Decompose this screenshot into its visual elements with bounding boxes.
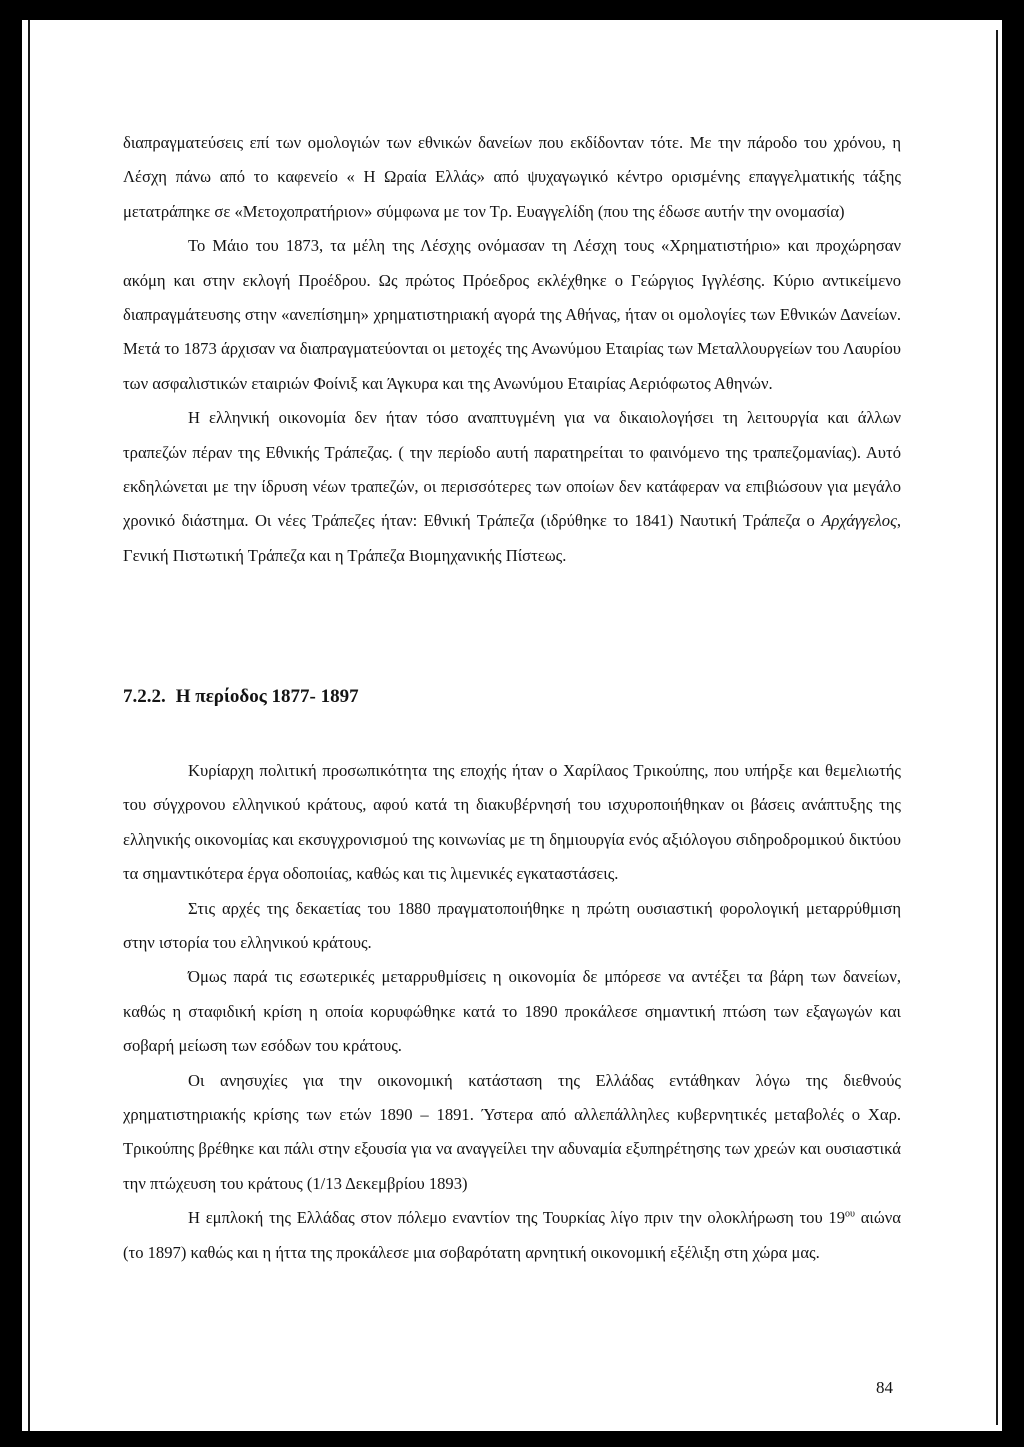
paragraph-3 — [123, 401, 901, 573]
paragraph-3-italic: Αρχάγγελος — [821, 511, 897, 531]
right-page-edge — [996, 30, 998, 1425]
body-text-section-1 — [123, 126, 901, 573]
body-text-section-2 — [123, 754, 901, 1270]
paragraph-6: Όμως παρά τις εσωτερικές μεταρρυθμίσεις η οικονομία δε μπόρεσε να αντέξει τα βάρη των δανείων, καθώς η σταφιδική κρίση η οποία κορυφώθηκε κατά το 1890 προκάλεσε σημαντική πτώση των εξαγωγών και σοβαρή μείωση των εσόδων του κράτους. — [123, 967, 901, 1056]
left-binding-edge — [28, 20, 30, 1431]
paragraph-7: Οι ανησυχίες για την οικονομική κατάσταση της Ελλάδας εντάθηκαν λόγω της διεθνούς χρηματιστηριακής κρίσης των ετών 1890 – 1891. Ύστερα από αλλεπάλληλες κυβερνητικές μεταβολές ο Χαρ. Τρικούπης βρέθηκε και πάλι στην εξουσία για να αναγγείλει την αδυναμία εξυπηρέτησης των χρεών και ουσιαστικά την πτώχευση του κράτους (1/13 Δεκεμβρίου 1893) — [123, 1070, 901, 1193]
superscript-ordinal: ου — [845, 1208, 855, 1220]
paragraph-8-text: Η εμπλοκή της Ελλάδας στον πόλεμο εναντίον της Τουρκίας λίγο πριν την ολοκλήρωση του 19 — [188, 1208, 846, 1228]
paragraph-8 — [123, 1201, 901, 1270]
paragraph-3-tail: , Γενική Πιστωτική Τράπεζα και η Τράπεζα Βιομηχανικής Πίστεως. — [123, 511, 901, 565]
paragraph-5: Στις αρχές της δεκαετίας του 1880 πραγματοποιήθηκε η πρώτη ουσιαστική φορολογική μεταρρύθμιση στην ιστορία του ελληνικού κράτους. — [123, 898, 901, 953]
paragraph-3-text: Η ελληνική οικονομία δεν ήταν τόσο αναπτυγμένη για να δικαιολογήσει τη λειτουργία και άλλων τραπεζών πέραν της Εθνικής Τράπεζας. ( την περίοδο αυτή παρατηρείται το φαινόμενο της τραπεζομανίας). Αυτό εκδηλώνεται με την ίδρυση νέων τραπεζών, οι περισσότερες των οποίων δεν κατάφεραν να επιβιώσουν για μεγάλο χρονικό διάστημα. Οι νέες Τράπεζες ήταν: Εθνική Τράπεζα (ιδρύθηκε το 1841) Ναυτική Τράπεζα ο — [123, 408, 901, 531]
section-title: Η περίοδος 1877- 1897 — [175, 686, 359, 707]
section-number: 7.2.2. — [123, 686, 166, 707]
paragraph-1: διαπραγματεύσεις επί των ομολογιών των εθνικών δανείων που εκδίδονταν τότε. Με την πάροδο του χρόνου, η Λέσχη πάνω από το καφενείο « Η Ωραία Ελλάς» από ψυχαγωγικό κέντρο ορισμένης επαγγελματικής τάξης μετατράπηκε σε «Μετοχοπρατήριον» σύμφωνα με τον Τρ. Ευαγγελίδη (που της έδωσε αυτήν την ονομασία) — [123, 133, 901, 221]
section-heading — [123, 686, 359, 708]
paragraph-8-tail: αιώνα (το 1897) καθώς και η ήττα της προκάλεσε μια σοβαρότατη αρνητική οικονομική εξέλιξη στη χώρα μας. — [123, 1208, 901, 1262]
paragraph-2: Το Μάιο του 1873, τα μέλη της Λέσχης ονόμασαν τη Λέσχη τους «Χρηματιστήριο» και προχώρησαν ακόμη και στην εκλογή Προέδρου. Ως πρώτος Πρόεδρος εκλέχθηκε ο Γεώργιος Ιγγλέσης. Κύριο αντικείμενο διαπραγμάτευσης στην «ανεπίσημη» χρηματιστηριακή αγορά της Αθήνας, ήταν οι ομολογίες των Εθνικών Δανείων. Μετά το 1873 άρχισαν να διαπραγματεύονται οι μετοχές της Ανωνύμου Εταιρίας των Μεταλλουργείων του Λαυρίου των ασφαλιστικών εταιριών Φοίνιξ και Άγκυρα και της Ανωνύμου Εταιρίας Αεριόφωτος Αθηνών. — [123, 236, 901, 393]
page-number: 84 — [876, 1378, 893, 1397]
paragraph-4: Κυρίαρχη πολιτική προσωπικότητα της εποχής ήταν ο Χαρίλαος Τρικούπης, που υπήρξε και θεμελιωτής του σύγχρονου ελληνικού κράτους, αφού κατά τη διακυβέρνησή του ισχυροποιήθηκαν οι βάσεις ανάπτυξης της ελληνικής οικονομίας και εκσυγχρονισμού της κοινωνίας με τη δημιουργία ενός αξιόλογου σιδηροδρομικού δικτύου τα σημαντικότερα έργα οδοποιίας, καθώς και τις λιμενικές εγκαταστάσεις. — [123, 761, 901, 884]
